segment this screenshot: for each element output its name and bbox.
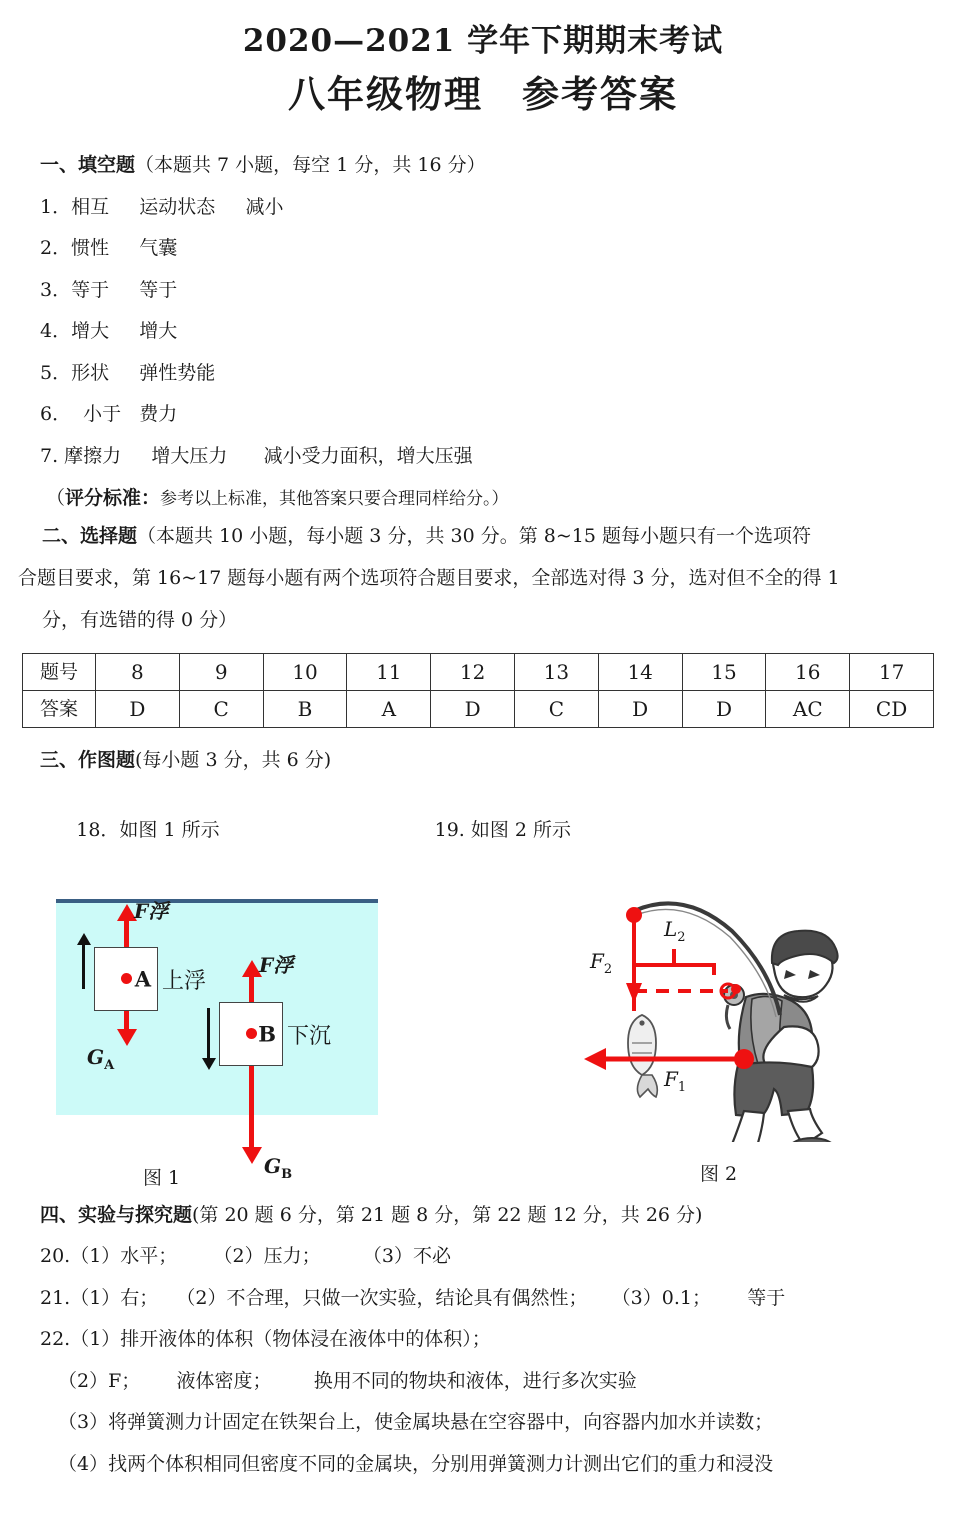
- table-cell-q-9: 17: [850, 653, 934, 690]
- block-b-gravity-arrowhead: [242, 1147, 262, 1164]
- answer-sheet-page: [0, 22, 966, 1513]
- block-b-label: B: [258, 1021, 276, 1046]
- figure-1-caption: 图 1: [143, 1166, 181, 1189]
- fill-answer-2: 2．惯性 气囊: [40, 237, 178, 259]
- figures-row: [18, 887, 948, 1187]
- figure-2-fishing-lever-diagram: [578, 887, 928, 1185]
- experiment-answer-22-3: （3）将弹簧测力计固定在铁架台上，使金属块悬在空容器中，向容器内加水并读数；: [58, 1411, 774, 1433]
- page-title-line2: 八年级物理 参考答案: [288, 71, 678, 116]
- figure-1-buoyancy-diagram: [38, 891, 378, 1189]
- table-cell-a-4: D: [431, 690, 515, 727]
- section-4-heading: [40, 1201, 948, 1230]
- drawing-items: [40, 787, 948, 873]
- table-cell-q-6: 14: [598, 653, 682, 690]
- drawing-item-19: 19. 如图 2 所示: [434, 818, 572, 841]
- fill-answer-7: 7. 摩擦力 增大压力 减小受力面积，增大压强: [40, 444, 473, 467]
- fishing-lever-svg: [578, 887, 928, 1142]
- block-a-motion-arrowhead-up: [77, 933, 91, 945]
- table-cell-q-7: 15: [682, 653, 766, 690]
- block-a-gravity-label: $G_A$: [87, 1044, 115, 1073]
- section-2-heading-rest: （本题共 10 小题，每小题 3 分，共 30 分。第 8~15 题每小题只有一个选项符: [137, 524, 811, 547]
- table-cell-a-0: D: [96, 690, 180, 727]
- block-b-center-dot: [246, 1028, 257, 1039]
- section-1-heading-bold: 一、填空题: [40, 154, 136, 176]
- experiment-answer-22-4: （4）找两个体积相同但密度不同的金属块，分别用弹簧测力计测出它们的重力和浸没: [58, 1452, 774, 1475]
- table-cell-q-3: 11: [347, 653, 431, 690]
- block-a-motion-shaft: [82, 943, 85, 989]
- table-row-answers: [23, 690, 934, 727]
- fill-answer-6: 6． 小于 费力: [40, 403, 178, 425]
- table-cell-a-9: CD: [850, 690, 934, 727]
- fill-answer-5: 5．形状 弹性势能: [40, 361, 216, 384]
- table-cell-a-3: A: [347, 690, 431, 727]
- drawing-item-18: 18．如图 1 所示: [76, 818, 220, 841]
- block-b-buoyancy-label: F浮: [259, 952, 294, 977]
- row-header-answer: 答案: [23, 690, 96, 727]
- table-cell-a-7: D: [682, 690, 766, 727]
- row-header-question: 题号: [23, 653, 96, 690]
- scoring-note-text: 参考以上标准，其他答案只要合理同样给分。）: [160, 489, 509, 509]
- block-a-buoyancy-label: F浮: [134, 898, 169, 923]
- f1-label: $F_1$: [664, 1066, 687, 1095]
- table-cell-q-5: 13: [514, 653, 598, 690]
- fill-answer-3: 3．等于 等于: [40, 278, 178, 301]
- block-a-gravity-arrowhead: [117, 1029, 137, 1046]
- section-3-heading-bold: 三、作图题: [40, 748, 136, 771]
- block-a-center-dot: [121, 973, 132, 984]
- section-3-heading-rest: (每小题 3 分，共 6 分): [135, 748, 332, 771]
- table-cell-q-1: 9: [179, 653, 263, 690]
- document-body: [0, 151, 966, 1478]
- multiple-choice-answer-table: [22, 653, 934, 728]
- experiment-answer-22-1: 22.（1）排开液体的体积（物体浸在液体中的体积）；: [40, 1328, 491, 1350]
- section-2-line3: 分，有选错的得 0 分）: [42, 608, 238, 631]
- block-a-label: A: [134, 966, 151, 991]
- block-b-state-label: 下沉: [287, 1023, 332, 1049]
- scoring-note-open: （: [46, 487, 66, 509]
- figure-2-caption: 图 2: [700, 1162, 738, 1185]
- fish-icon: [628, 1015, 657, 1097]
- section-4-heading-rest: (第 20 题 6 分，第 21 题 8 分，第 22 题 12 分，共 26 分): [192, 1203, 703, 1226]
- table-cell-a-8: AC: [766, 690, 850, 727]
- boy-figure: [721, 930, 838, 1141]
- scoring-note: [46, 484, 948, 513]
- table-cell-a-5: C: [514, 690, 598, 727]
- page-title-line1: 2020—2021 学年下期期末考试: [242, 23, 724, 59]
- section-1-heading-rest: （本题共 7 小题，每空 1 分，共 16 分）: [135, 154, 486, 176]
- table-cell-a-1: C: [179, 690, 263, 727]
- experiment-answer-22-2: （2）F； 液体密度； 换用不同的物块和液体，进行多次实验: [58, 1369, 637, 1392]
- block-b-motion-arrowhead-down: [202, 1058, 216, 1070]
- table-row-question-numbers: [23, 653, 934, 690]
- block-b-motion-shaft: [207, 1008, 210, 1060]
- block-b-gravity-label: $G_B$: [264, 1153, 293, 1182]
- table-cell-q-8: 16: [766, 653, 850, 690]
- section-2-heading: [18, 517, 948, 555]
- fill-answer-4: 4．增大 增大: [40, 320, 178, 342]
- experiment-answer-20: 20.（1）水平； （2）压力； （3）不必: [40, 1245, 451, 1267]
- section-2-heading-bold: 二、选择题: [42, 524, 138, 547]
- section-3-heading: [40, 746, 948, 775]
- table-cell-q-0: 8: [96, 653, 180, 690]
- fill-answer-1: 1．相互 运动状态 减小: [40, 195, 284, 218]
- section-4-heading-bold: 四、实验与探究题: [40, 1203, 193, 1226]
- experiment-answer-21: 21.（1）右； （2）不合理，只做一次实验，结论具有偶然性； （3）0.1； 等于: [40, 1286, 786, 1309]
- section-2-line2: 合题目要求，第 16~17 题每小题有两个选项符合题目要求，全部选对得 3 分，选对但不全的得 1: [18, 566, 840, 589]
- table-cell-a-6: D: [598, 690, 682, 727]
- f1-arrowhead: [584, 1048, 606, 1070]
- section-1-heading: [40, 151, 948, 180]
- table-cell-a-2: B: [263, 690, 347, 727]
- table-cell-q-2: 10: [263, 653, 347, 690]
- scoring-note-bold: 评分标准：: [65, 487, 161, 509]
- f2-label: $F_2$: [590, 948, 613, 977]
- l2-label: $L_2$: [664, 916, 686, 945]
- block-a-state-label: 上浮: [162, 968, 207, 994]
- table-cell-q-4: 12: [431, 653, 515, 690]
